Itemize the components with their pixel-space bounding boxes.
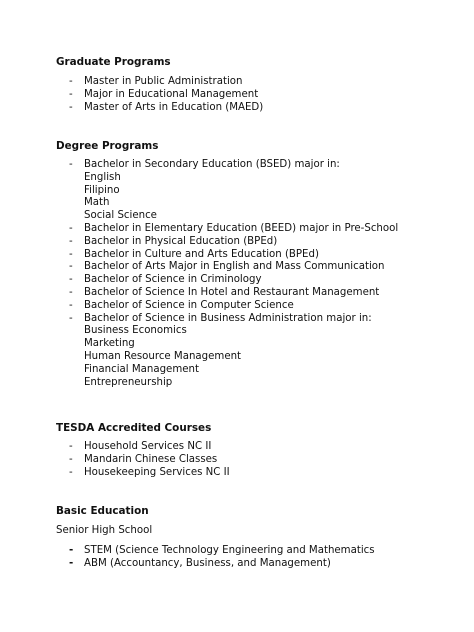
major-item: Math	[84, 197, 110, 209]
tesda-section	[56, 422, 211, 434]
list-item: - Bachelor in Elementary Education (BEED) major in Pre-School	[69, 222, 399, 234]
list-item: - Bachelor of Science In Hotel and Restaurant Management	[69, 286, 380, 298]
dash-bullet: -	[69, 159, 73, 170]
graduate-list	[56, 76, 263, 114]
list-item: - Bachelor in Culture and Arts Education (BPEd)	[69, 248, 319, 260]
section-heading: Graduate Programs	[56, 56, 171, 68]
major-item: Filipino	[84, 184, 120, 196]
list-item: - Master of Arts in Education (MAED)	[69, 101, 264, 113]
dash-bullet: -	[69, 286, 73, 298]
dash-bullet: -	[69, 545, 74, 556]
tesda-list-wrap	[56, 441, 230, 479]
section-heading: TESDA Accredited Courses	[56, 422, 212, 434]
dash-bullet: -	[69, 76, 73, 87]
list-item: - Bachelor in Physical Education (BPEd)	[69, 235, 278, 247]
list-item: - Household Services NC II	[69, 441, 212, 452]
tesda-list	[56, 441, 230, 479]
dash-bullet: -	[69, 557, 74, 569]
senior-high-label: Senior High School	[56, 525, 153, 536]
list-item: - Major in Educational Management	[69, 88, 259, 100]
major-item: Human Resource Management	[84, 350, 242, 362]
degree-list	[56, 159, 398, 172]
dash-bullet: -	[69, 441, 73, 452]
major-item: Business Economics	[84, 325, 187, 337]
list-item: - Bachelor in Secondary Education (BSED) major in:	[69, 159, 340, 170]
dash-bullet: -	[69, 222, 73, 234]
major-item: English	[84, 171, 121, 183]
section-heading: Degree Programs	[56, 140, 159, 152]
list-item: - STEM (Science Technology Engineering and Mathematics	[69, 545, 375, 556]
list-item: - Housekeeping Services NC II	[69, 466, 230, 478]
graduate-section	[56, 56, 171, 68]
basic-list-wrap	[56, 545, 375, 571]
major-item: Entrepreneurship	[84, 376, 173, 388]
list-item: - Master in Public Administration	[69, 76, 243, 87]
graduate-list-wrap	[56, 76, 263, 114]
dash-bullet: -	[69, 248, 73, 260]
list-item: - Bachelor of Arts Major in English and Mass Communication	[69, 261, 385, 273]
dash-bullet: -	[69, 466, 73, 478]
dash-bullet: -	[69, 88, 73, 100]
dash-bullet: -	[69, 299, 73, 311]
list-item: - Mandarin Chinese Classes	[69, 453, 218, 465]
degree-list-continued	[56, 223, 398, 325]
basic-list	[56, 545, 375, 571]
degree-section	[56, 140, 158, 152]
major-item: Financial Management	[84, 363, 199, 375]
dash-bullet: -	[69, 453, 73, 465]
major-item: Social Science	[84, 210, 157, 222]
dash-bullet: -	[69, 312, 73, 324]
dash-bullet: -	[69, 261, 73, 273]
list-item: - Bachelor of Science in Criminology	[69, 274, 262, 286]
dash-bullet: -	[69, 235, 73, 247]
section-heading: Basic Education	[56, 505, 149, 517]
basic-section	[56, 505, 149, 517]
list-item: - Bachelor of Science in Business Administration major in:	[69, 312, 372, 324]
dash-bullet: -	[69, 274, 73, 286]
list-item: - Bachelor of Science in Computer Science	[69, 299, 294, 311]
dash-bullet: -	[69, 101, 73, 113]
degree-list-wrap	[56, 159, 398, 389]
major-item: Marketing	[84, 338, 135, 350]
list-item: - ABM (Accountancy, Business, and Management)	[69, 557, 331, 569]
